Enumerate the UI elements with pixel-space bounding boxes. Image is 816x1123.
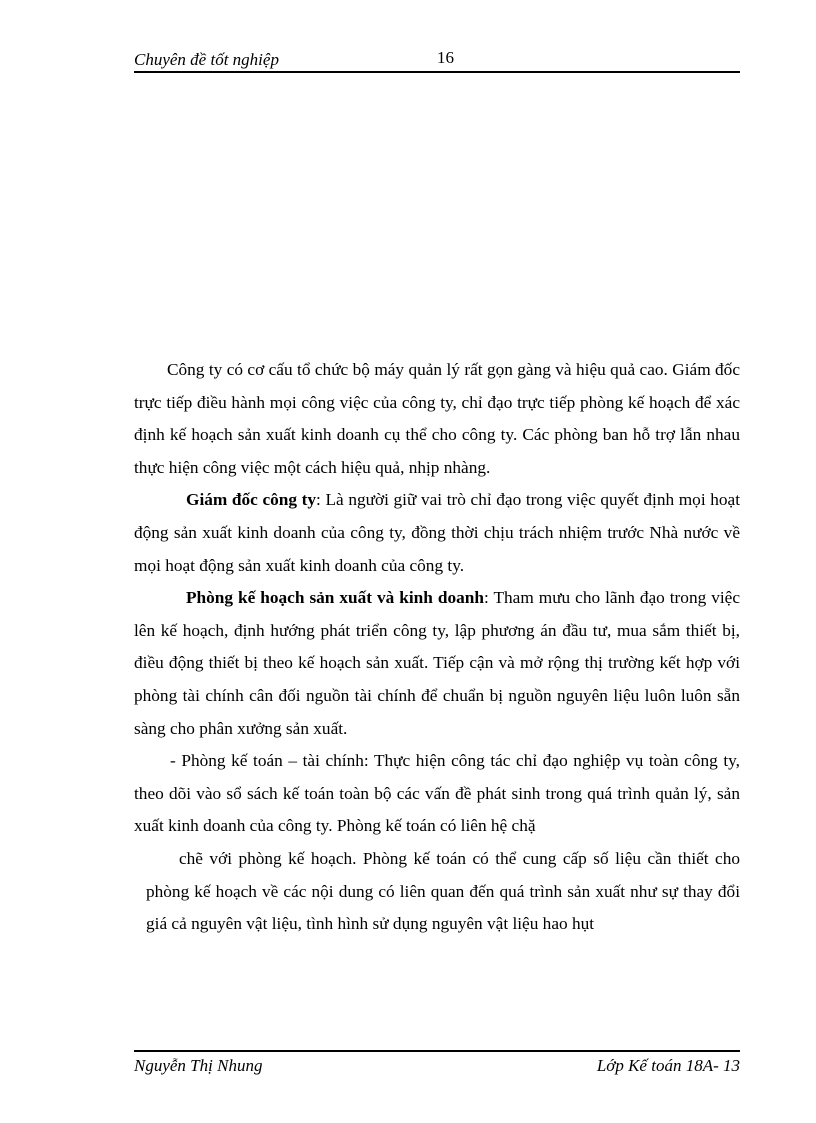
- header-rule: [134, 71, 740, 73]
- document-body: [134, 354, 740, 941]
- paragraph-accounting-continued: chẽ với phòng kế hoạch. Phòng kế toán có thể cung cấp số liệu cần thiết cho phòng kế hoạch về các nội dung có liên quan đến quá trình sản xuất như sự thay đổi giá cả nguyên vật liệu, tình hình sử dụng nguyên vật liệu hao hụt: [146, 848, 740, 934]
- paragraph-company-structure: Công ty có cơ cấu tổ chức bộ máy quản lý rất gọn gàng và hiệu quả cao. Giám đốc trực tiếp điều hành mọi công việc của công ty, chỉ đạo trực tiếp phòng kế hoạch để xác định kế hoạch sản xuất kinh doanh cụ thể cho công ty. Các phòng ban hỗ trợ lẫn nhau thực hiện công việc một cách hiệu quả, nhịp nhàng.: [134, 360, 740, 477]
- term-planning-department: Phòng kế hoạch sản xuất và kinh doanh: [186, 588, 484, 608]
- paragraph-planning-text: : Tham mưu cho lãnh đạo trong việc lên kế hoạch, định hướng phát triển công ty, lập phương án đầu tư, mua sắm thiết bị, điều động thiết bị theo kế hoạch sản xuất. Tiếp cận và mở rộng thị trường kết hợp với phòng tài chính cân đối nguồn tài chính để chuẩn bị nguồn nguyên liệu luôn luôn sẵn sàng cho phân xưởng sản xuất.: [134, 588, 740, 738]
- paragraph-director-text: : Là người giữ vai trò chỉ đạo trong việc quyết định mọi hoạt động sản xuất kinh doanh của công ty, đồng thời chịu trách nhiệm trước Nhà nước về mọi hoạt động sản xuất kinh doanh của công ty.: [134, 490, 740, 575]
- paragraph-planning-department: [134, 582, 740, 745]
- document-title: Chuyên đề tốt nghiệp: [134, 50, 279, 69]
- author-name: Nguyễn Thị Nhung: [134, 1056, 263, 1075]
- class-label: Lớp Kế toán 18A- 13: [596, 1056, 740, 1075]
- term-director: Giám đốc công ty: [186, 490, 317, 510]
- paragraph-director: [134, 484, 740, 582]
- page-number: 16: [437, 48, 454, 67]
- paragraph-accounting-department: - Phòng kế toán – tài chính: Thực hiện công tác chỉ đạo nghiệp vụ toàn công ty, theo dõi vào sổ sách kế toán toàn bộ các vấn đề phát sinh trong quá trình quản lý, sản xuất kinh doanh của công ty. Phòng kế toán có liên hệ chặ: [134, 751, 740, 836]
- page-header: [134, 48, 740, 70]
- footer-rule: [134, 1050, 740, 1052]
